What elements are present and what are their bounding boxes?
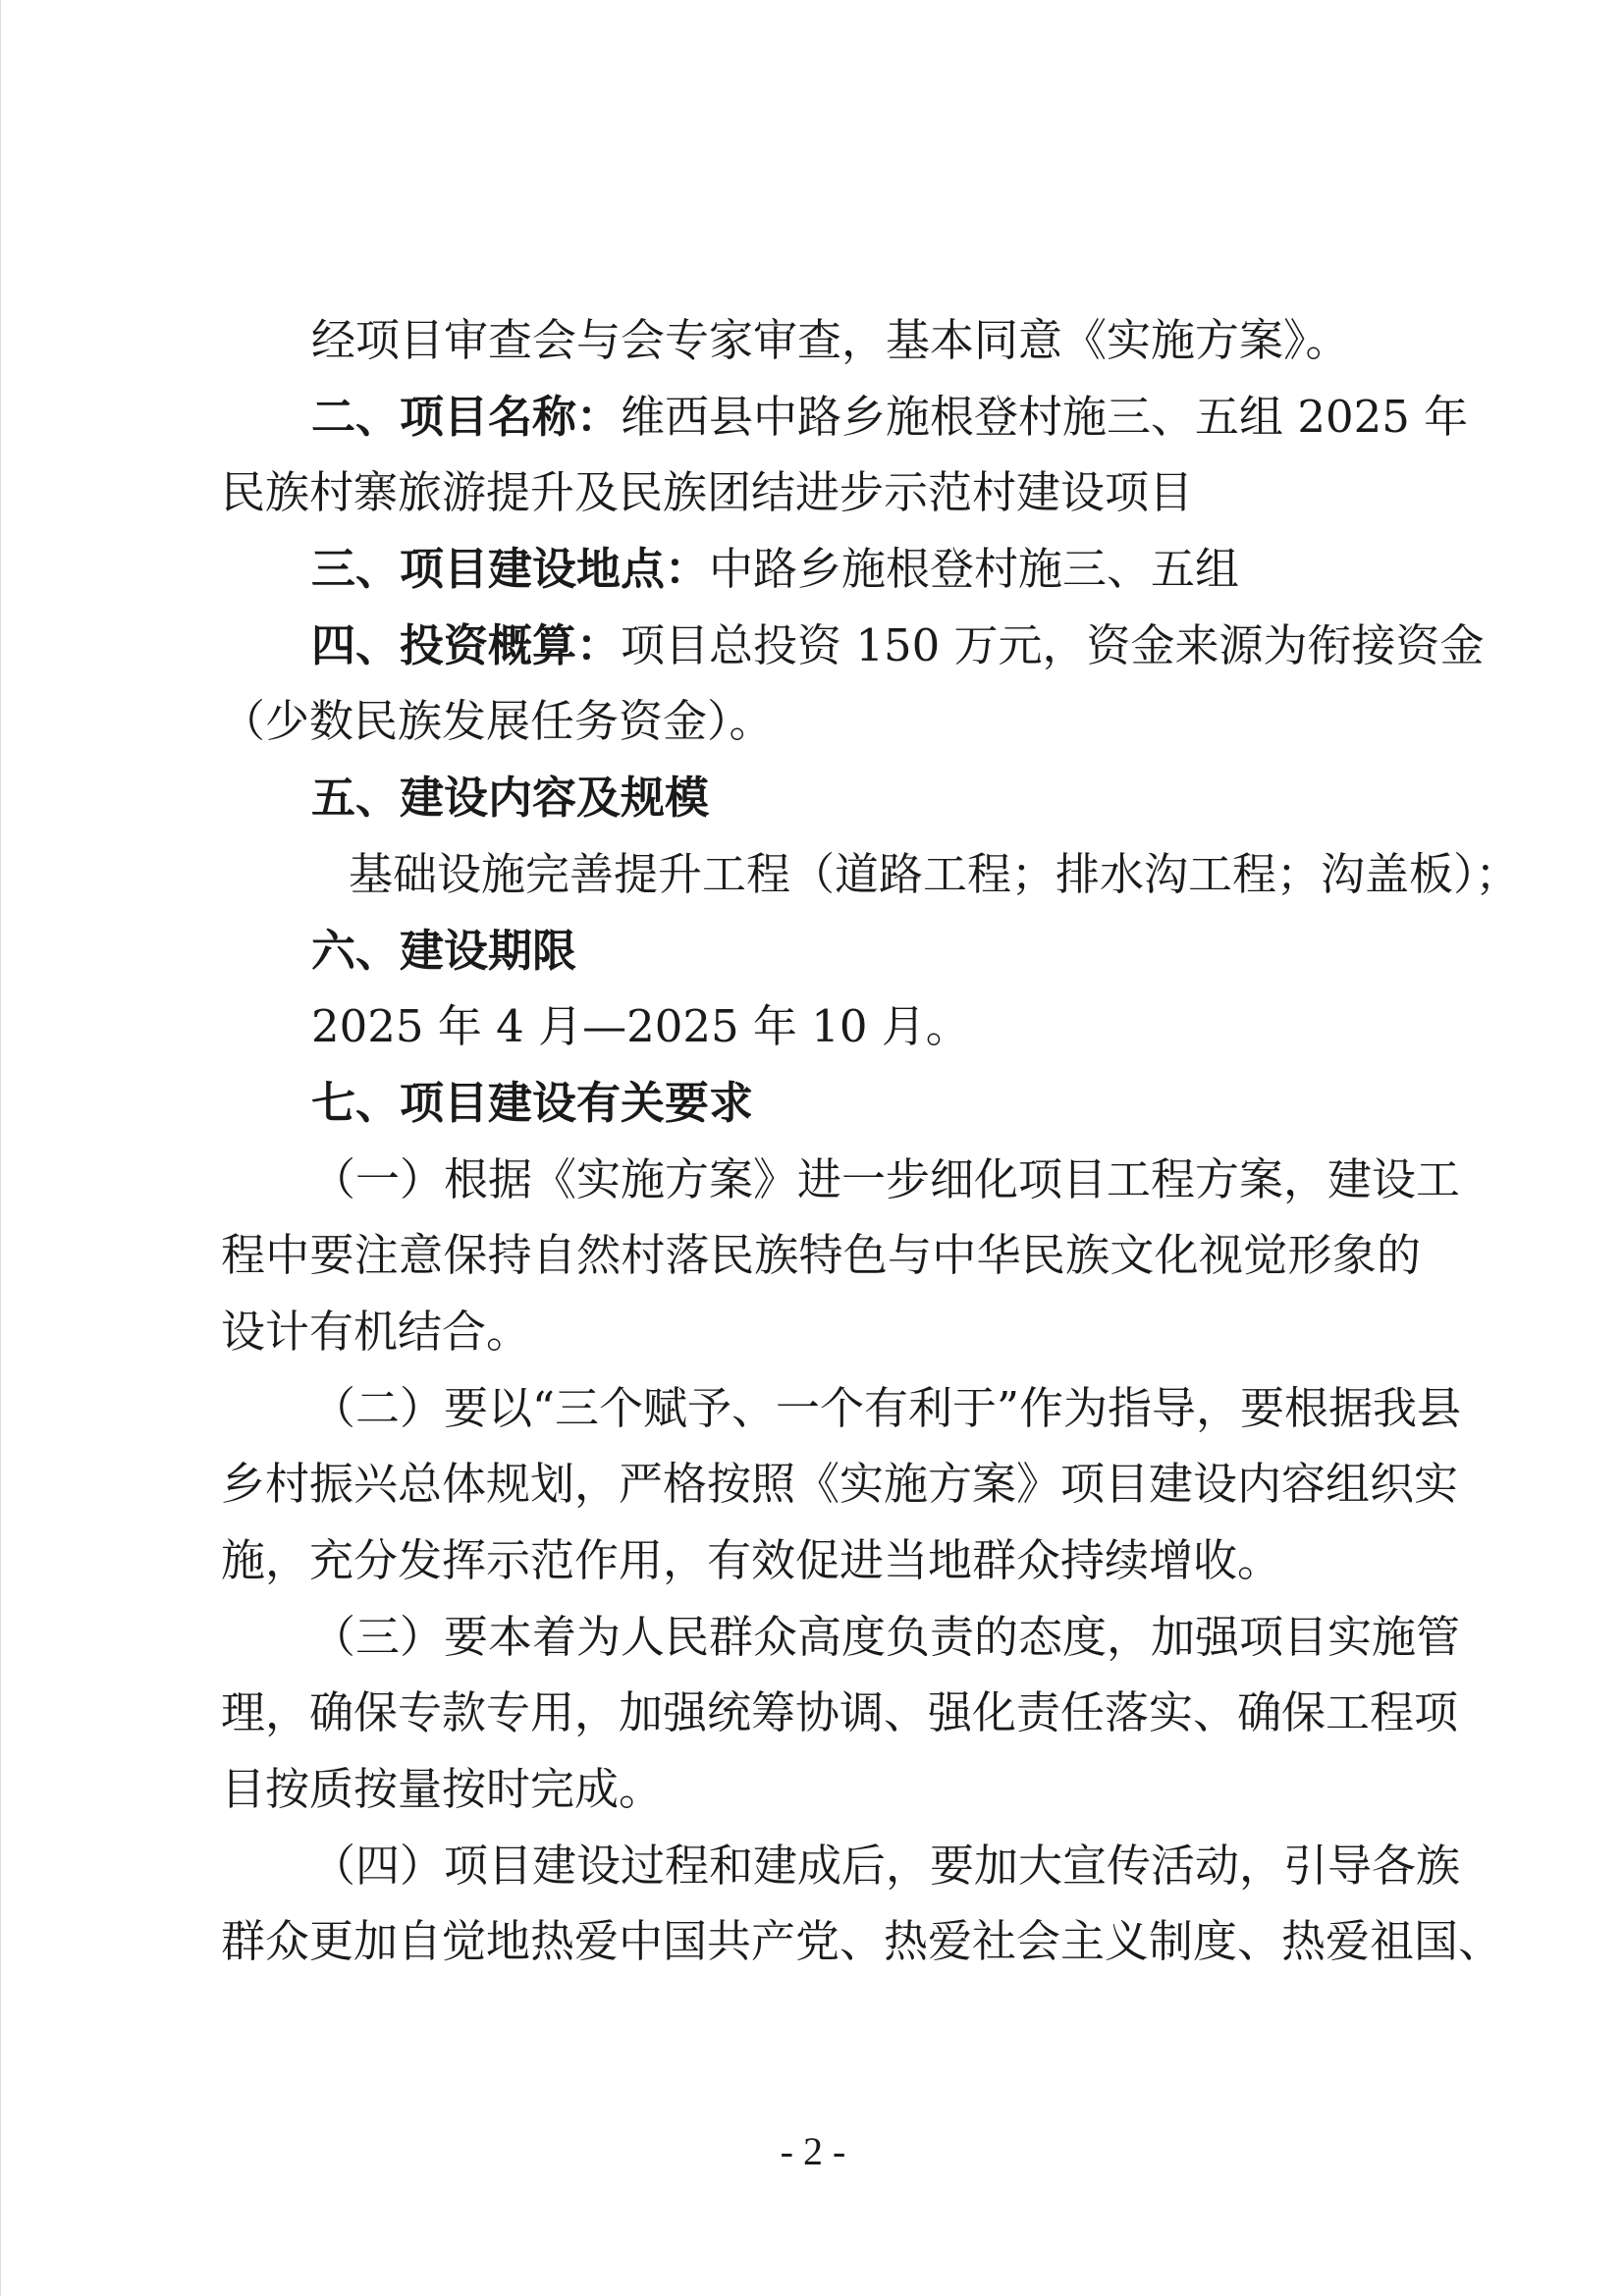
section-label: 四、投资概算：: [311, 618, 622, 671]
line-text: 维西县中路乡施根登村施三、五组 2025 年: [621, 390, 1469, 443]
line-text: 民族村寨旅游提升及民族团结进步示范村建设项目: [221, 466, 1194, 519]
text-line: [221, 1751, 1421, 1828]
text-line: [221, 1522, 1421, 1599]
line-text: 程中要注意保持自然村落民族特色与中华民族文化视觉形象的: [221, 1229, 1421, 1282]
body-text: [221, 302, 1520, 1980]
line-text: 设计有机结合。: [221, 1305, 531, 1358]
line-text: （四）项目建设过程和建成后，要加大宣传活动，引导各族: [311, 1839, 1461, 1892]
line-text: （二）要以“三个赋予、一个有利于”作为指导，要根据我县: [311, 1381, 1462, 1434]
line-text: 乡村振兴总体规划，严格按照《实施方案》项目建设内容组织实: [221, 1458, 1459, 1511]
section-label: 五、建设内容及规模: [311, 772, 710, 825]
line-text: 基础设施完善提升工程（道路工程；排水沟工程；沟盖板）；: [349, 847, 1520, 900]
text-line: [221, 302, 1421, 379]
text-line: [221, 988, 1421, 1065]
line-text: （三）要本着为人民群众高度负责的态度，加强项目实施管: [311, 1610, 1461, 1663]
section-label: 六、建设期限: [311, 924, 577, 977]
section-label: 三、项目建设地点：: [311, 543, 710, 596]
text-line: [221, 1446, 1459, 1522]
line-text: 理，确保专款专用，加强统筹协调、强化责任落实、确保工程项: [221, 1686, 1459, 1739]
text-line: [221, 683, 1421, 760]
section-heading-requirements: [221, 1065, 1421, 1142]
text-line: [221, 1599, 1461, 1676]
text-line: [221, 1828, 1461, 1904]
line-text: 项目总投资 150 万元，资金来源为衔接资金: [621, 618, 1485, 671]
line-text: （少数民族发展任务资金）。: [221, 695, 774, 748]
text-line: [221, 1903, 1503, 1980]
text-line: [221, 454, 1421, 531]
page-number: - 2 -: [780, 2129, 846, 2173]
line-text: 经项目审查会与会专家审查，基本同意《实施方案》。: [311, 314, 1350, 366]
text-line: [221, 1675, 1459, 1751]
line-text: 施，充分发挥示范作用，有效促进当地群众持续增收。: [221, 1534, 1282, 1586]
section-heading-period: [221, 913, 1421, 989]
line-text: （一）根据《实施方案》进一步细化项目工程方案，建设工: [311, 1152, 1461, 1205]
document-page: [1, 0, 1624, 2296]
section-heading-scope: [221, 760, 1421, 836]
text-line: [221, 1370, 1462, 1447]
section-heading-investment: [221, 608, 1485, 684]
line-text: 目按质按量按时完成。: [221, 1763, 664, 1816]
line-text: 中路乡施根登村施三、五组: [709, 543, 1240, 596]
line-text: 2025 年 4 月—2025 年 10 月。: [311, 1000, 970, 1053]
text-line: [221, 1217, 1421, 1294]
section-label: 七、项目建设有关要求: [311, 1076, 754, 1129]
line-text: 群众更加自觉地热爱中国共产党、热爱社会主义制度、热爱祖国、: [221, 1915, 1503, 1968]
section-heading-location: [221, 531, 1421, 608]
text-line: [221, 1294, 1421, 1370]
text-line: [221, 1142, 1461, 1218]
text-line: [221, 836, 1520, 913]
section-heading-project-name: [221, 379, 1469, 455]
section-label: 二、项目名称：: [311, 390, 622, 443]
